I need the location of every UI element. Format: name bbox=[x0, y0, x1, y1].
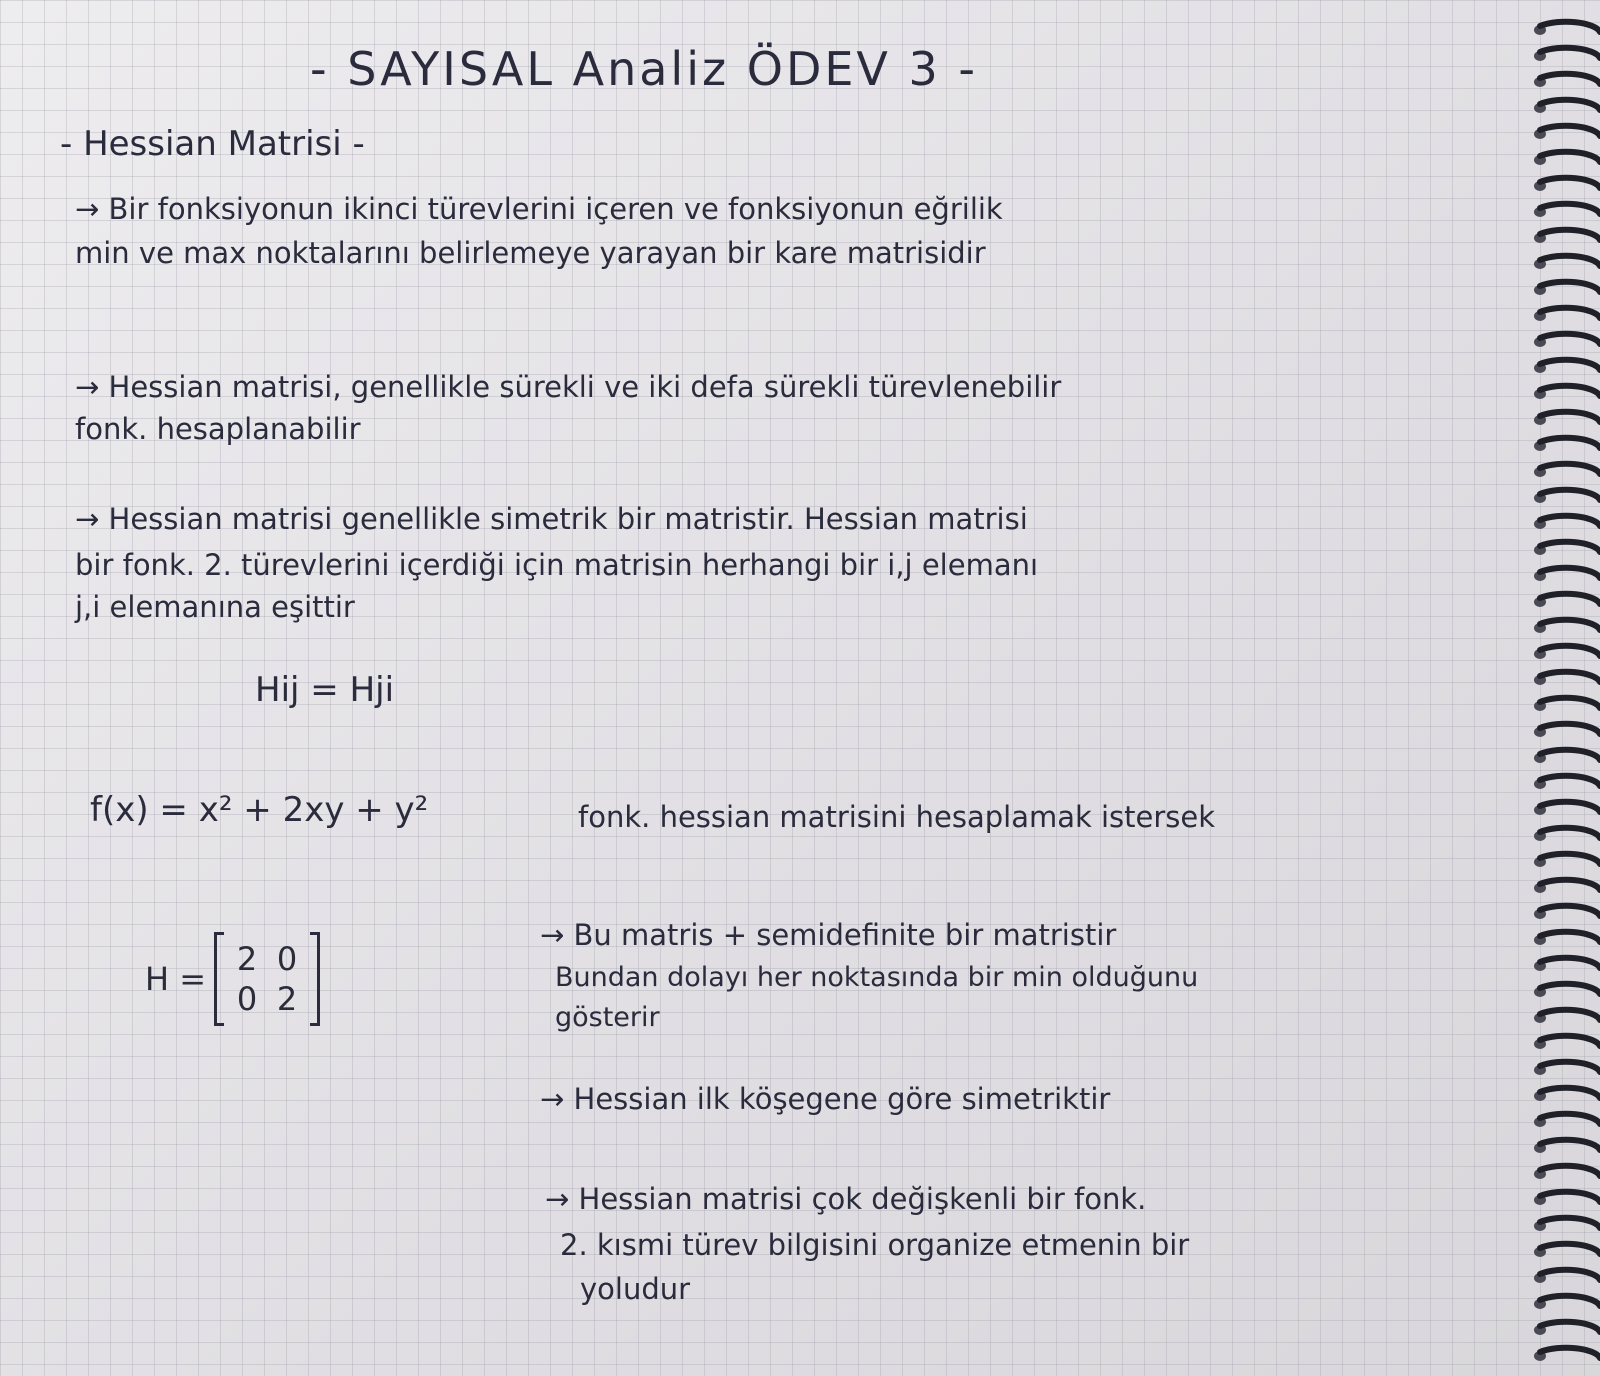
binding-coil bbox=[1540, 516, 1600, 526]
binding-coil bbox=[1540, 646, 1600, 656]
binding-coil bbox=[1540, 698, 1600, 708]
binding-coil bbox=[1540, 412, 1600, 422]
binding-coil bbox=[1540, 594, 1600, 604]
binding-coil bbox=[1540, 490, 1600, 500]
binding-coil bbox=[1540, 256, 1600, 266]
binding-coil bbox=[1540, 802, 1600, 812]
binding-coil bbox=[1540, 152, 1600, 162]
binding-coil bbox=[1540, 282, 1600, 292]
note-1-line-1: → Bu matris + semidefinite bir matristir bbox=[540, 918, 1117, 952]
binding-coil bbox=[1540, 1088, 1600, 1098]
binding-coil bbox=[1540, 204, 1600, 214]
binding-coil bbox=[1540, 1296, 1600, 1306]
binding-coil bbox=[1540, 1062, 1600, 1072]
binding-coil bbox=[1540, 1166, 1600, 1176]
binding-coil bbox=[1540, 542, 1600, 552]
binding-coil bbox=[1540, 724, 1600, 734]
binding-coil bbox=[1540, 568, 1600, 578]
matrix-cell: 2 bbox=[236, 940, 258, 978]
binding-coil bbox=[1540, 1036, 1600, 1046]
hessian-matrix bbox=[145, 935, 320, 1023]
binding-coil bbox=[1540, 386, 1600, 396]
binding-coil bbox=[1540, 178, 1600, 188]
symmetry-equation: Hij = Hji bbox=[255, 670, 395, 710]
binding-coil bbox=[1540, 828, 1600, 838]
binding-coil bbox=[1540, 308, 1600, 318]
binding-coil bbox=[1540, 1114, 1600, 1124]
binding-coil bbox=[1540, 100, 1600, 110]
binding-coil bbox=[1540, 984, 1600, 994]
binding-coil bbox=[1540, 1140, 1600, 1150]
page-title: - SAYISAL Analiz ÖDEV 3 - bbox=[310, 42, 979, 96]
binding-coil bbox=[1540, 620, 1600, 630]
note-3-line-2: 2. kısmi türev bilgisini organize etmenin bir bbox=[560, 1228, 1190, 1262]
binding-coil bbox=[1540, 958, 1600, 968]
binding-coil bbox=[1540, 48, 1600, 58]
spiral-binding bbox=[1500, 0, 1600, 1376]
binding-coil bbox=[1540, 932, 1600, 942]
binding-coil bbox=[1540, 360, 1600, 370]
binding-coil bbox=[1540, 1270, 1600, 1280]
binding-coil bbox=[1540, 22, 1600, 32]
note-2-line-1: → Hessian ilk köşegene göre simetriktir bbox=[540, 1082, 1111, 1116]
paragraph-1-line-2: min ve max noktalarını belirlemeye yarayan bir kare matrisidir bbox=[75, 236, 986, 270]
binding-coil bbox=[1540, 1192, 1600, 1202]
matrix-cell: 0 bbox=[276, 940, 298, 978]
matrix-grid bbox=[214, 935, 320, 1023]
paragraph-1-line-1: → Bir fonksiyonun ikinci türevlerini içeren ve fonksiyonun eğrilik bbox=[75, 192, 1003, 226]
paragraph-3-line-1: → Hessian matrisi genellikle simetrik bir matristir. Hessian matrisi bbox=[75, 502, 1028, 536]
note-1-line-2: Bundan dolayı her noktasında bir min olduğunu bbox=[555, 962, 1199, 993]
function-note: fonk. hessian matrisini hesaplamak istersek bbox=[578, 800, 1216, 834]
binding-coil bbox=[1540, 334, 1600, 344]
paragraph-2-line-1: → Hessian matrisi, genellikle sürekli ve iki defa sürekli türevlenebilir bbox=[75, 370, 1062, 404]
paragraph-2-line-2: fonk. hesaplanabilir bbox=[75, 412, 361, 446]
binding-coil bbox=[1540, 776, 1600, 786]
matrix-label: H = bbox=[145, 960, 207, 998]
note-1-line-3: gösterir bbox=[555, 1002, 660, 1033]
binding-coil bbox=[1540, 1322, 1600, 1332]
binding-coil bbox=[1540, 906, 1600, 916]
paragraph-3-line-3: j,i elemanına eşittir bbox=[75, 590, 355, 624]
binding-coil bbox=[1540, 672, 1600, 682]
binding-coil bbox=[1540, 1218, 1600, 1228]
binding-coil bbox=[1540, 1244, 1600, 1254]
binding-coil bbox=[1540, 464, 1600, 474]
binding-coil bbox=[1540, 880, 1600, 890]
matrix-cell: 0 bbox=[236, 980, 258, 1018]
binding-coil bbox=[1540, 1348, 1600, 1358]
binding-coil bbox=[1540, 74, 1600, 84]
binding-coil bbox=[1540, 1010, 1600, 1020]
binding-coil bbox=[1540, 230, 1600, 240]
binding-coil bbox=[1540, 126, 1600, 136]
binding-coil bbox=[1540, 438, 1600, 448]
matrix-cell: 2 bbox=[276, 980, 298, 1018]
note-3-line-3: yoludur bbox=[580, 1272, 691, 1306]
note-3-line-1: → Hessian matrisi çok değişkenli bir fonk. bbox=[545, 1182, 1147, 1216]
section-heading: - Hessian Matrisi - bbox=[60, 124, 365, 164]
binding-coil bbox=[1540, 854, 1600, 864]
binding-coil bbox=[1540, 750, 1600, 760]
paragraph-3-line-2: bir fonk. 2. türevlerini içerdiği için matrisin herhangi bir i,j elemanı bbox=[75, 548, 1039, 582]
function-equation: f(x) = x² + 2xy + y² bbox=[90, 790, 429, 830]
